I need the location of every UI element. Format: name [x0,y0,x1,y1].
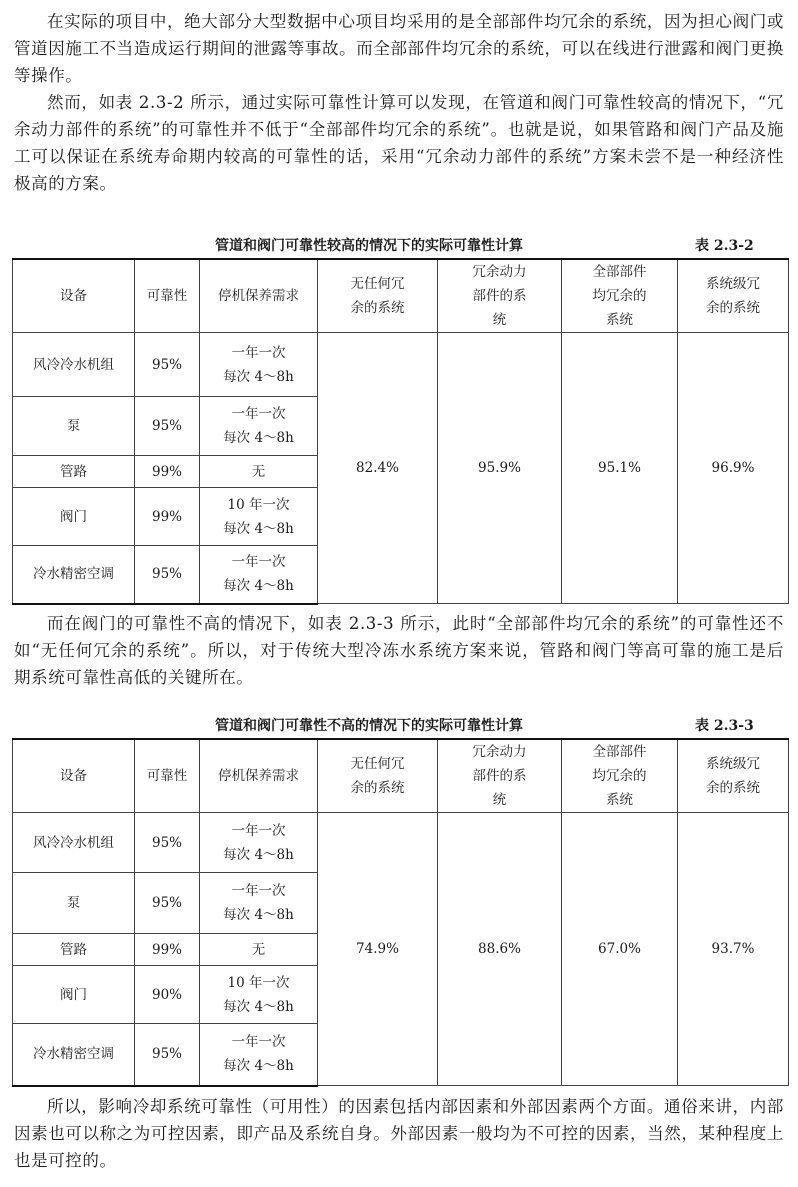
header-cell: 系统级冗余的系统 [678,259,789,333]
table-number: 表 2.3-3 [695,718,754,734]
maintenance-cell: 一年一次 每次 4～8h [200,813,318,873]
result-system-redundancy: 93.7% [678,813,789,1086]
header-cell: 无任何冗余的系统 [318,739,438,813]
header-cell: 冗余动力部件的系统 [438,739,562,813]
equipment-cell: 风冷冷水机组 [13,813,135,873]
equipment-cell: 管路 [13,456,135,488]
maintenance-cell: 一年一次 每次 4～8h [200,333,318,397]
reliability-cell: 95% [135,397,200,456]
result-full-redundancy: 67.0% [562,813,678,1086]
result-power-redundancy: 88.6% [438,813,562,1086]
reliability-cell: 99% [135,488,200,546]
equipment-cell: 冷水精密空调 [13,546,135,604]
header-cell: 设备 [13,739,135,813]
equipment-cell: 管路 [13,934,135,966]
header-cell: 全部部件均冗余的系统 [562,739,678,813]
paragraph-intro: 在实际的项目中，绝大部分大型数据中心项目均采用的是全部部件均冗余的系统，因为担心阀门或管道因施工不当造成运行期间的泄露等事故。而全部部件均冗余的系统，可以在线进行泄露和阀门更换等操作。 [14,12,784,85]
paragraph-table-2-3-2-discussion: 然而，如表 2.3-2 所示，通过实际可靠性计算可以发现，在管道和阀门可靠性较高的情况下，“冗余动力部件的系统”的可靠性并不低于“全部部件均冗余的系统”。也就是说，如果管路和阀门产品及施工可以保证在系统寿命期内较高的可靠性的话，采用“冗余动力部件的系统”方案未尝不是一种经济性极高的方案。 [14,93,784,193]
maintenance-cell: 10 年一次 每次 4～8h [200,966,318,1024]
equipment-cell: 泵 [13,397,135,456]
header-cell: 可靠性 [135,259,200,333]
reliability-cell: 95% [135,546,200,604]
table-row [13,333,789,397]
result-no-redundancy: 74.9% [318,813,438,1086]
header-cell: 冗余动力部件的系统 [438,259,562,333]
table-title: 管道和阀门可靠性不高的情况下的实际可靠性计算 [215,718,523,734]
result-system-redundancy: 96.9% [678,333,789,604]
maintenance-cell: 一年一次 每次 4～8h [200,546,318,604]
header-cell: 全部部件均冗余的系统 [562,259,678,333]
maintenance-cell: 无 [200,456,318,488]
reliability-cell: 99% [135,456,200,488]
reliability-cell: 99% [135,934,200,966]
reliability-cell: 90% [135,966,200,1024]
table-header-row [13,259,789,333]
equipment-cell: 阀门 [13,488,135,546]
reliability-cell: 95% [135,873,200,934]
header-cell: 可靠性 [135,739,200,813]
result-full-redundancy: 95.1% [562,333,678,604]
equipment-cell: 泵 [13,873,135,934]
table-row [13,813,789,873]
paragraph-table-2-3-3-discussion: 而在阀门的可靠性不高的情况下，如表 2.3-3 所示，此时“全部部件均冗余的系统”的可靠性还不如“无任何冗余的系统”。所以，对于传统大型冷冻水系统方案来说，管路和阀门等高可靠的施工是后期系统可靠性高低的关键所在。 [14,614,784,687]
table-header-row [13,739,789,813]
table-title: 管道和阀门可靠性较高的情况下的实际可靠性计算 [215,238,523,254]
table-number: 表 2.3-2 [695,238,754,254]
header-cell: 无任何冗余的系统 [318,259,438,333]
table-caption [0,714,798,738]
paragraph-factors: 所以，影响冷却系统可靠性（可用性）的因素包括内部因素和外部因素两个方面。通俗来讲，内部因素也可以称之为可控因素，即产品及系统自身。外部因素一般均为不可控的因素，当然，某种程度上也是可控的。 [14,1097,784,1170]
result-no-redundancy: 82.4% [318,333,438,604]
equipment-cell: 风冷冷水机组 [13,333,135,397]
header-cell: 停机保养需求 [200,259,318,333]
header-cell: 停机保养需求 [200,739,318,813]
equipment-cell: 阀门 [13,966,135,1024]
maintenance-cell: 一年一次 每次 4～8h [200,397,318,456]
reliability-cell: 95% [135,1024,200,1086]
maintenance-cell: 一年一次 每次 4～8h [200,1024,318,1086]
result-power-redundancy: 95.9% [438,333,562,604]
maintenance-cell: 一年一次 每次 4～8h [200,873,318,934]
reliability-table-2-3-2 [12,258,789,605]
reliability-table-2-3-3 [12,738,789,1087]
reliability-cell: 95% [135,813,200,873]
table-caption [0,234,798,258]
reliability-cell: 95% [135,333,200,397]
header-cell: 设备 [13,259,135,333]
maintenance-cell: 10 年一次 每次 4～8h [200,488,318,546]
equipment-cell: 冷水精密空调 [13,1024,135,1086]
header-cell: 系统级冗余的系统 [678,739,789,813]
maintenance-cell: 无 [200,934,318,966]
